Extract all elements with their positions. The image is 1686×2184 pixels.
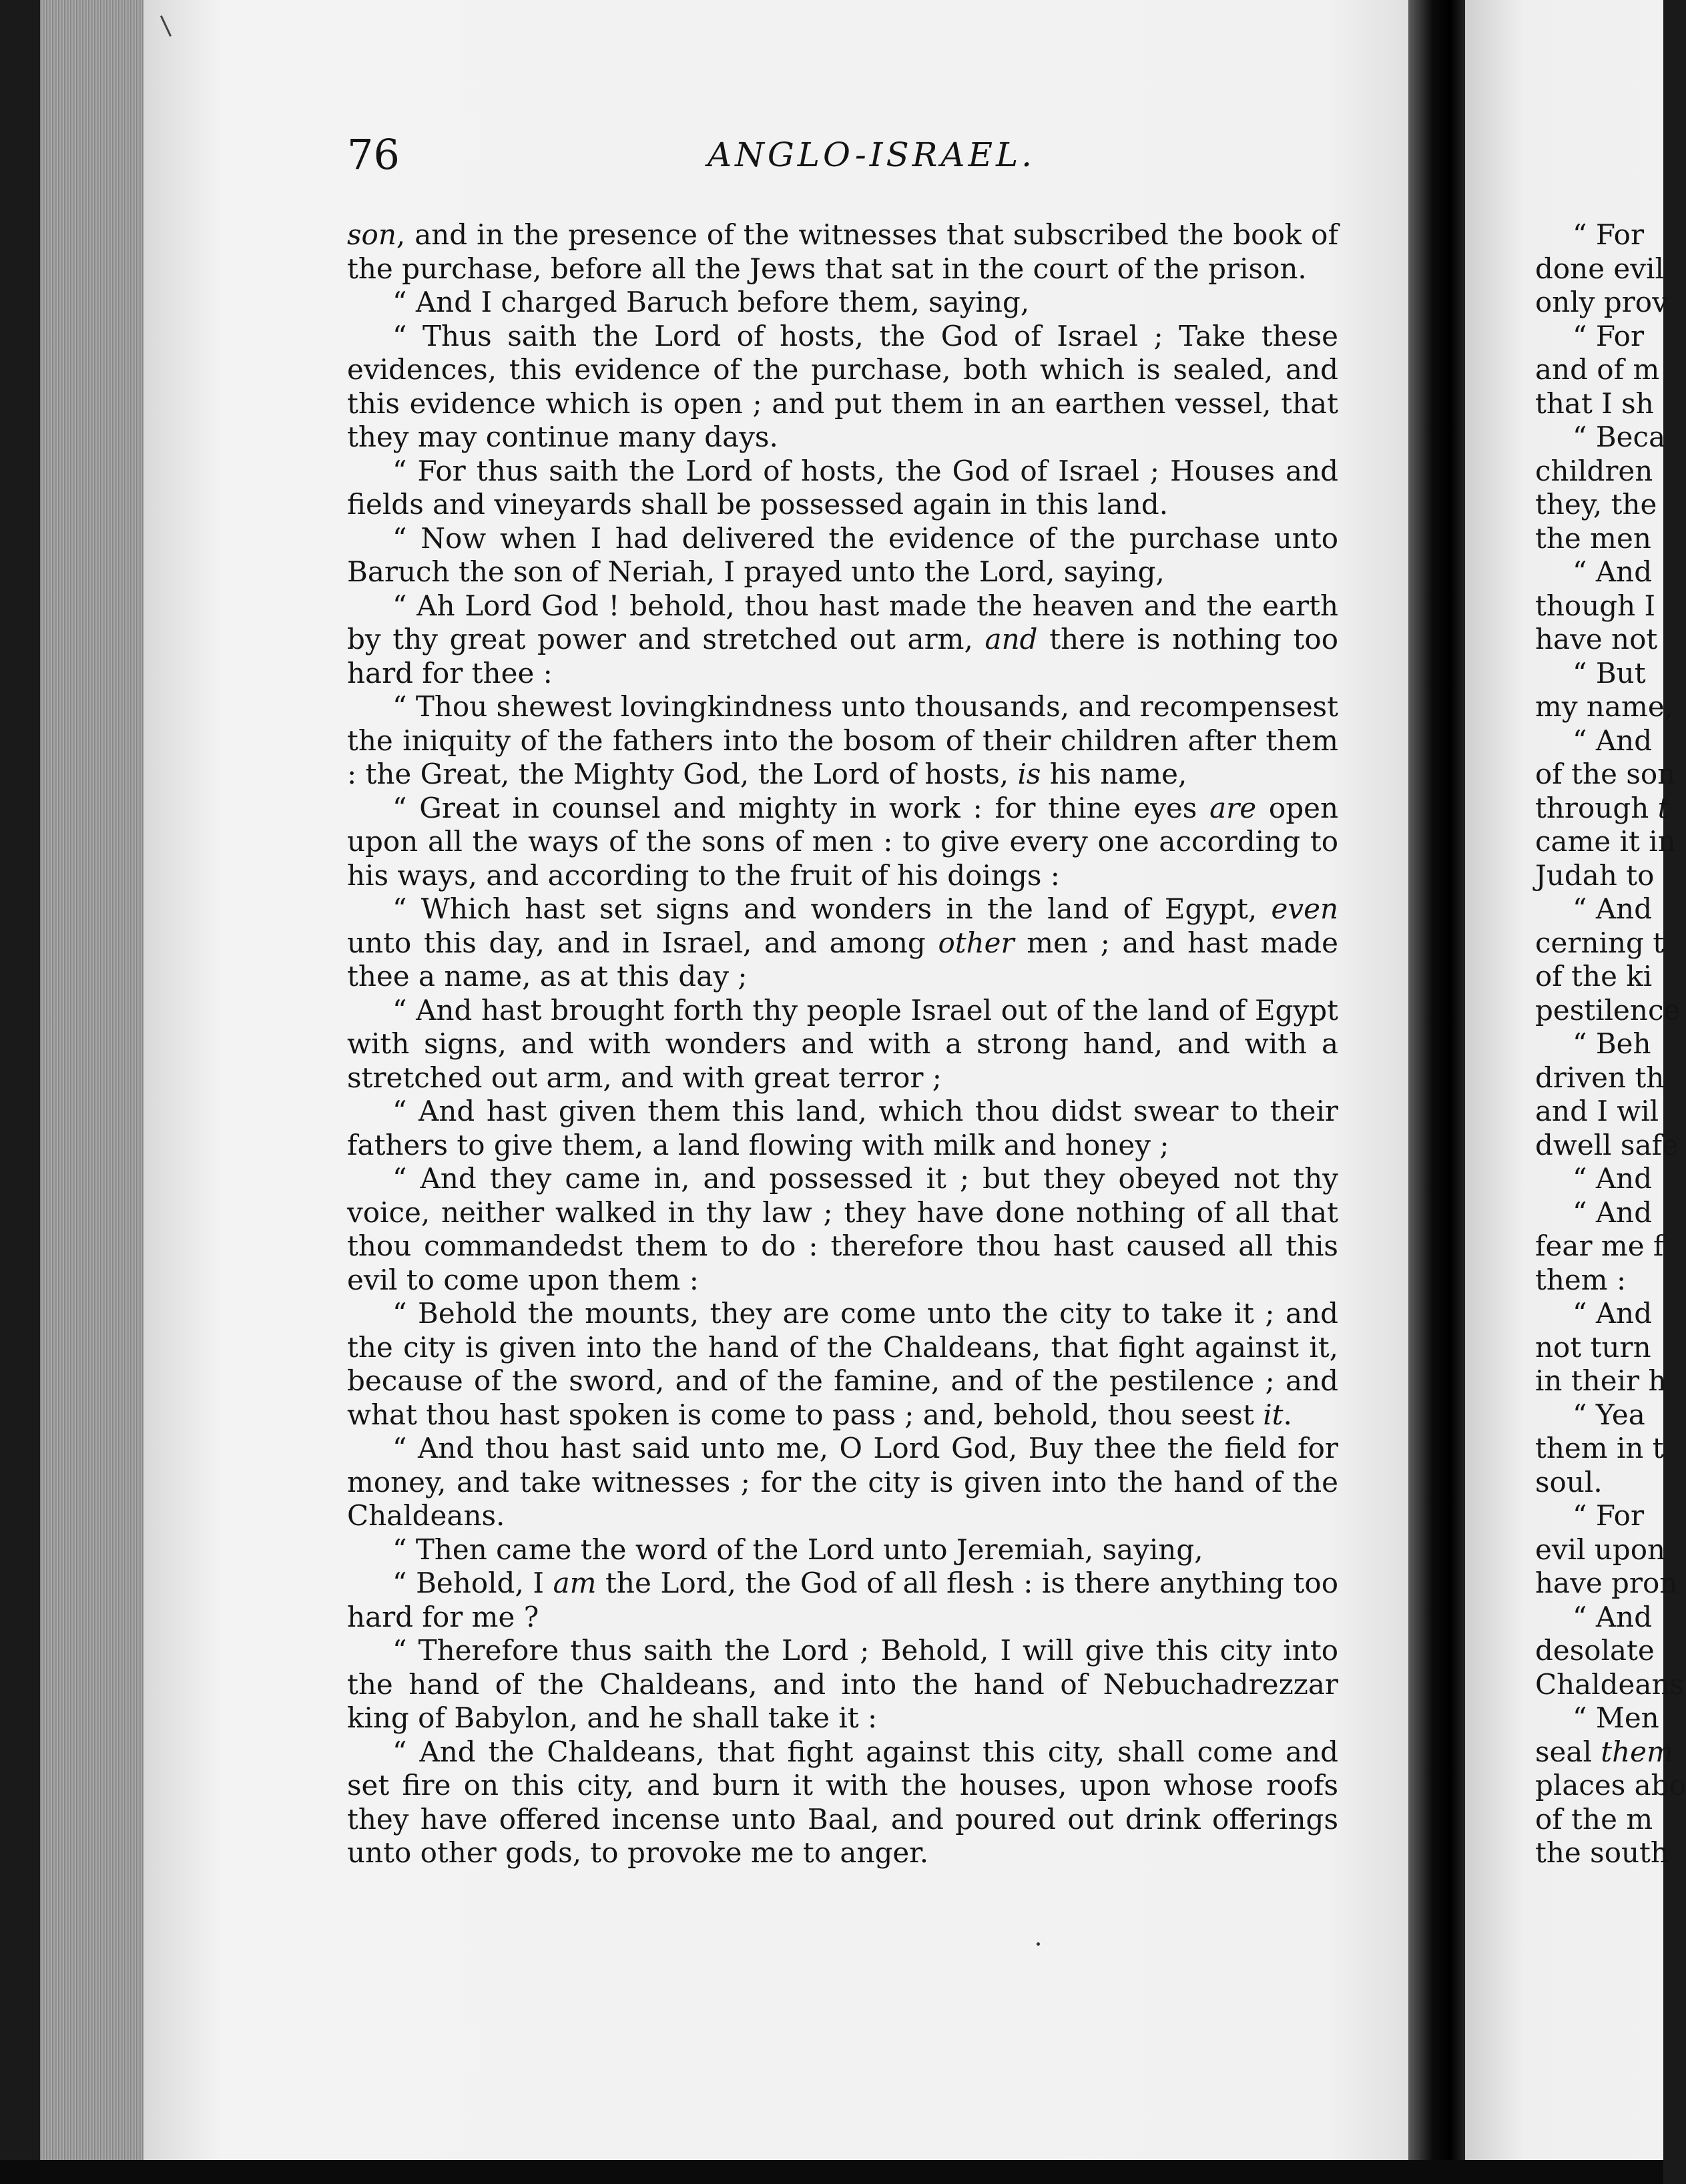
paragraph xyxy=(347,1533,1338,1567)
text-run: “ Beh xyxy=(1573,1027,1651,1060)
facing-page-line xyxy=(1535,218,1669,252)
text-run: though I xyxy=(1535,589,1656,622)
text-run: them : xyxy=(1535,1263,1627,1296)
page-header xyxy=(347,130,1335,190)
paragraph xyxy=(347,1735,1338,1870)
paragraph xyxy=(347,1432,1338,1533)
text-run: “ For thus saith the Lord of hosts, the God of Israel ; Houses and fields and vineyards shall be possessed again in this land. xyxy=(347,454,1338,521)
facing-page-line xyxy=(1535,623,1669,657)
text-run: “ And xyxy=(1573,1600,1653,1633)
text-run: “ For xyxy=(1573,218,1645,251)
facing-page-line xyxy=(1535,1836,1669,1870)
text-run: “ Behold the mounts, they are come unto the city to take it ; and the city is given into the hand of the Chaldeans, that fight against it, because of the sword, and of the famine, and of the pestilence ; and what thou hast spoken is come to pass ; and, behold, thou seest xyxy=(347,1297,1338,1431)
text-run: driven th xyxy=(1535,1061,1665,1094)
text-run: “ And xyxy=(1573,892,1653,925)
book-gutter xyxy=(1408,0,1468,2184)
scan-border xyxy=(0,2160,1663,2184)
facing-page-line xyxy=(1535,1634,1669,1668)
text-run: that I sh xyxy=(1535,386,1654,420)
facing-page-line xyxy=(1535,960,1669,994)
text-run: of the son xyxy=(1535,758,1676,790)
text-run: “ And xyxy=(1573,724,1653,757)
text-run: “ And hast given them this land, which thou didst swear to their fathers to give them, a land flowing with milk and honey ; xyxy=(347,1095,1338,1161)
facing-page-line xyxy=(1535,892,1669,926)
facing-page-line xyxy=(1535,1297,1669,1331)
text-run: Judah to xyxy=(1535,858,1655,892)
facing-page-line xyxy=(1535,1466,1669,1500)
text-run: only prov xyxy=(1535,286,1668,318)
paragraph xyxy=(347,455,1338,522)
facing-page-line xyxy=(1535,926,1669,961)
facing-page-line xyxy=(1535,657,1669,691)
text-run: , and in the presence of the witnesses that subscribed the book of the purchase, before all the Jews that sat in the court of the prison. xyxy=(347,218,1338,285)
paragraph xyxy=(347,1297,1338,1432)
italic-text: son xyxy=(347,218,396,251)
paragraph xyxy=(347,690,1338,792)
text-run: . xyxy=(1283,1398,1292,1431)
facing-page-line xyxy=(1535,1264,1669,1298)
text-run: “ And they came in, and possessed it ; but they obeyed not thy voice, neither walked in thy law ; they have done nothing of all that thou commandedst them to do : therefore thou hast caused all this evil to come upon them : xyxy=(347,1162,1338,1296)
text-run: in their h xyxy=(1535,1364,1667,1397)
text-run: “ Therefore thus saith the Lord ; Behold, I will give this city into the hand of the Chaldeans, and into the hand of Nebuchadrezzar king of Babylon, and he shall take it : xyxy=(347,1634,1338,1734)
text-run: “ Then came the word of the Lord unto Jeremiah, saying, xyxy=(392,1533,1203,1566)
facing-page-line xyxy=(1535,522,1669,556)
facing-page-line xyxy=(1535,455,1669,489)
facing-page-line xyxy=(1535,286,1669,320)
text-run: “ And xyxy=(1573,1297,1653,1330)
facing-page-line xyxy=(1535,353,1669,387)
italic-text: are xyxy=(1209,791,1257,824)
paragraph xyxy=(347,320,1338,455)
facing-page-line xyxy=(1535,758,1676,792)
paragraph xyxy=(347,892,1338,994)
text-run: “ Behold, I xyxy=(392,1567,553,1599)
text-run: “ For xyxy=(1573,1499,1645,1532)
text-run: “ And I charged Baruch before them, saying, xyxy=(392,286,1030,318)
facing-page-line xyxy=(1535,1196,1669,1230)
text-run: soul. xyxy=(1535,1465,1603,1498)
paragraph xyxy=(347,1162,1338,1297)
facing-page-line xyxy=(1535,1803,1669,1837)
text-run: evil upon xyxy=(1535,1533,1666,1566)
italic-text: and xyxy=(985,623,1038,655)
text-run: “ Which hast set signs and wonders in the land of Egypt, xyxy=(392,892,1272,925)
facing-page-line xyxy=(1535,1364,1669,1398)
text-run: “ Thou shewest lovingkindness unto thousands, and recompensest the iniquity of the fathers into the bosom of their children after them : the Great, the Mighty God, the Lord of hosts, xyxy=(347,690,1338,790)
paragraph xyxy=(347,792,1338,893)
text-run: and I wil xyxy=(1535,1095,1659,1127)
paragraph xyxy=(347,994,1338,1095)
main-text xyxy=(347,218,1338,1870)
text-run: “ Ah Lord God ! behold, thou hast made the heaven and the earth by thy great power and stretched out arm, xyxy=(347,589,1338,655)
facing-page-line xyxy=(1535,1567,1678,1601)
text-run: have not xyxy=(1535,623,1658,655)
italic-text: am xyxy=(553,1567,597,1599)
facing-page-line xyxy=(1535,825,1676,859)
text-run: “ Great in counsel and mighty in work : for thine eyes xyxy=(392,791,1210,824)
text-run: “ And hast brought forth thy people Israel out of the land of Egypt with signs, and with wonders and with a strong hand, and with a stretched out arm, and with great terror ; xyxy=(347,993,1338,1094)
facing-page-line xyxy=(1535,1095,1669,1129)
facing-page-line xyxy=(1535,555,1669,589)
paragraph xyxy=(347,286,1338,320)
text-run: desolate xyxy=(1535,1634,1655,1667)
text-run: “ But xyxy=(1573,656,1646,690)
facing-page-line xyxy=(1535,1027,1669,1061)
text-run: “ Beca xyxy=(1573,421,1666,453)
text-run: dwell safe xyxy=(1535,1128,1679,1161)
text-run: open upon all the ways of the sons of men : to give every one according to his ways, and according to the fruit of his doings : xyxy=(347,791,1338,892)
text-run: “ Now when I had delivered the evidence of the purchase unto Baruch the son of Neriah, I prayed unto the Lord, saying, xyxy=(347,521,1338,588)
text-run: Chaldeans xyxy=(1535,1667,1685,1701)
text-run: of the m xyxy=(1535,1802,1653,1836)
text-run: cerning t xyxy=(1535,926,1665,959)
facing-page-line xyxy=(1535,1162,1669,1196)
paragraph xyxy=(347,1634,1338,1735)
facing-page-line xyxy=(1535,1499,1669,1533)
text-run: fear me f xyxy=(1535,1230,1664,1262)
text-run: “ Thus saith the Lord of hosts, the God of Israel ; Take these evidences, this evidence of the purchase, both which is sealed, and this evidence which is open ; and put them in an earthen vessel, that they may continue many days. xyxy=(347,319,1338,453)
text-run: places abo xyxy=(1535,1769,1686,1802)
italic-text: t xyxy=(1657,791,1669,824)
text-run: and of m xyxy=(1535,353,1660,386)
text-run: “ For xyxy=(1573,319,1645,352)
italic-text: even xyxy=(1271,892,1338,925)
facing-page-line xyxy=(1535,421,1669,455)
italic-text: it xyxy=(1263,1398,1284,1431)
page-number: 76 xyxy=(347,130,400,179)
text-run: my name, xyxy=(1535,690,1674,723)
text-run: there is nothing too hard for thee : xyxy=(347,623,1339,690)
text-run: “ Men xyxy=(1573,1701,1659,1734)
text-run: came it in xyxy=(1535,825,1676,858)
facing-page-line xyxy=(1535,387,1669,421)
facing-page-line xyxy=(1535,1735,1673,1769)
text-run: of the ki xyxy=(1535,960,1653,993)
facing-page-line xyxy=(1535,792,1669,826)
paragraph xyxy=(347,589,1338,691)
italic-text: is xyxy=(1017,758,1041,790)
facing-page-line xyxy=(1535,993,1681,1028)
facing-page-line xyxy=(1535,1533,1669,1567)
facing-page-line xyxy=(1535,859,1669,893)
text-run: “ And xyxy=(1573,1162,1653,1195)
facing-page-line xyxy=(1535,1398,1669,1432)
text-run: “ Yea xyxy=(1573,1398,1645,1431)
paragraph xyxy=(347,1567,1338,1634)
facing-page-line xyxy=(1535,1432,1669,1466)
paragraph xyxy=(347,218,1338,286)
paragraph xyxy=(347,1095,1338,1162)
facing-page-line xyxy=(1535,1701,1669,1735)
facing-page-line xyxy=(1535,1601,1669,1635)
facing-page-line xyxy=(1535,252,1669,286)
text-run: unto this day, and in Israel, and among xyxy=(347,926,938,959)
facing-page-line xyxy=(1535,1128,1679,1163)
text-run: the south xyxy=(1535,1836,1669,1869)
italic-text: them xyxy=(1601,1735,1673,1768)
text-run: the Lord, the God of all flesh : is there anything too hard for me ? xyxy=(347,1567,1338,1633)
facing-page-line xyxy=(1535,1769,1686,1803)
text-run: the men xyxy=(1535,521,1651,555)
text-run: they, the xyxy=(1535,488,1657,521)
text-run: seal xyxy=(1535,1735,1601,1768)
facing-page-line xyxy=(1535,320,1669,354)
text-run: children xyxy=(1535,454,1653,487)
facing-page-line xyxy=(1535,1331,1669,1365)
paragraph xyxy=(347,522,1338,589)
facing-page-line xyxy=(1535,724,1669,758)
text-run: have pron xyxy=(1535,1567,1678,1599)
facing-page-line xyxy=(1535,1230,1669,1264)
text-run: not turn xyxy=(1535,1330,1651,1364)
text-run: his name, xyxy=(1041,758,1187,790)
facing-page-line xyxy=(1535,1667,1685,1702)
text-run: men ; and hast made thee a name, as at this day ; xyxy=(347,926,1338,993)
ink-speck xyxy=(1037,1942,1040,1946)
italic-text: other xyxy=(938,926,1015,959)
facing-page-line xyxy=(1535,690,1674,724)
facing-page-line xyxy=(1535,1061,1669,1095)
text-run: pestilence xyxy=(1535,993,1681,1027)
facing-page-line xyxy=(1535,589,1669,623)
text-run: “ And the Chaldeans, that fight against this city, shall come and set fire on this city, and burn it with the houses, upon whose roofs they have offered incense unto Baal, and poured out drink offerings unto other gods, to provoke me to anger. xyxy=(347,1735,1338,1869)
text-run: done evil xyxy=(1535,252,1664,285)
facing-page-line xyxy=(1535,488,1669,522)
text-run: “ And xyxy=(1573,1195,1653,1229)
facing-page-text xyxy=(1535,218,1686,1870)
running-head: ANGLO-ISRAEL. xyxy=(708,135,1036,174)
text-run: “ And thou hast said unto me, O Lord God, Buy thee the field for money, and take witnesses ; for the city is given into the hand of the Chaldeans. xyxy=(347,1432,1338,1532)
text-run: “ And xyxy=(1573,555,1653,588)
text-run: through xyxy=(1535,791,1658,824)
text-run: them in t xyxy=(1535,1432,1664,1464)
